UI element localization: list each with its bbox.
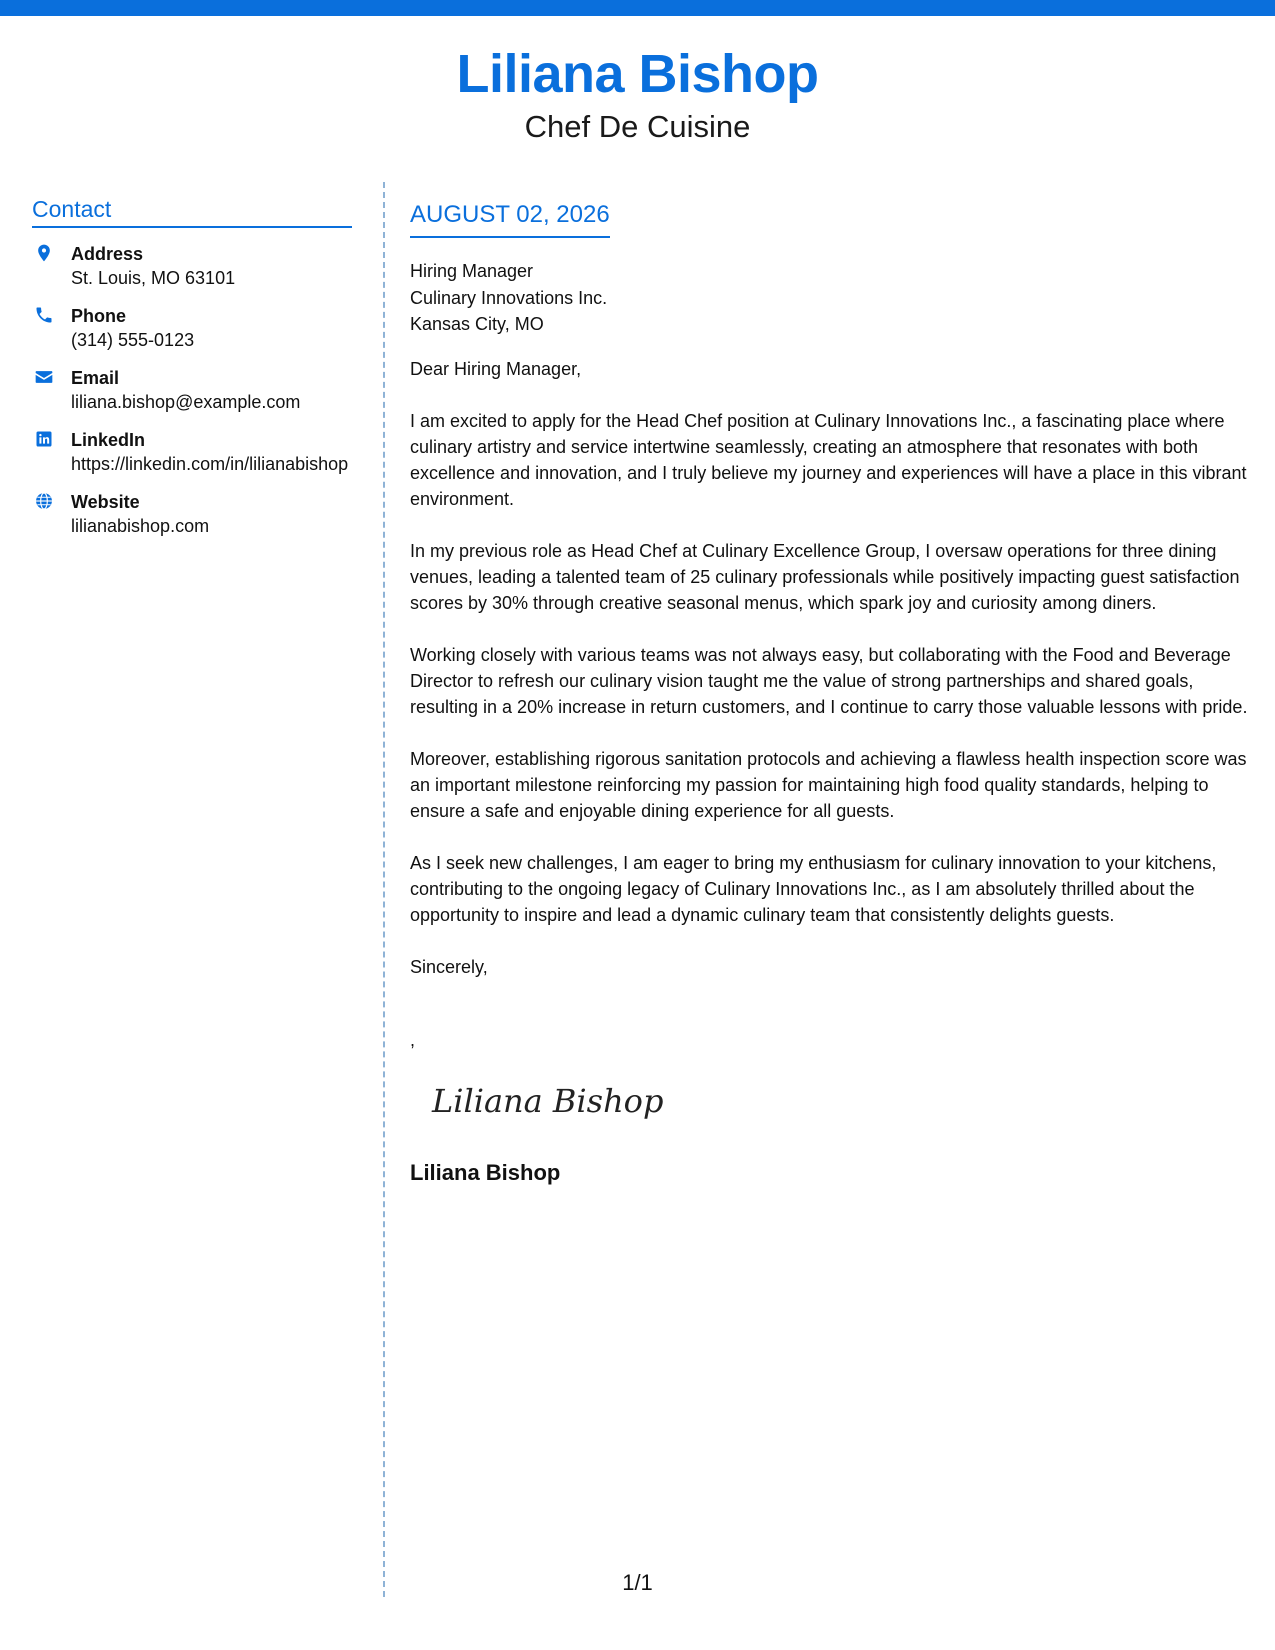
body-paragraph: In my previous role as Head Chef at Culinary Excellence Group, I oversaw operations for three dining venues, leading a talented team of 25 culinary professionals while positively impacting guest satisfaction scores by 30% through creative seasonal menus, which spark joy and curiosity among diners. [410,540,1240,613]
letter-header [0,42,1275,146]
svg-text:Liliana Bishop: Liliana Bishop [432,1081,664,1120]
applicant-name: Liliana Bishop [456,44,819,104]
top-accent-bar [0,0,1275,16]
phone-icon [34,305,54,325]
email-icon [34,367,54,387]
contact-heading: Contact [32,196,352,228]
body-paragraph: I am excited to apply for the Head Chef position at Culinary Innovations Inc., a fascinating place where culinary artistry and service intertwine seamlessly, creating an atmosphere that resonates with both excellence and innovation, and I truly believe my journey and experiences will have a place in this vibrant environment. [410,410,1247,509]
page-number: 1/1 [622,1570,653,1595]
map-pin-icon [34,243,54,263]
contact-item-address [32,242,352,290]
recipient-line: Culinary Innovations Inc. [410,287,608,308]
recipient-block [410,258,1255,338]
closing-comma: , [410,1029,416,1050]
letter-date: AUGUST 02, 2026 [410,200,610,238]
salutation: Dear Hiring Manager, [410,358,582,379]
contact-item-linkedin [32,428,352,476]
contact-value[interactable]: lilianabishop.com [71,516,210,536]
contact-item-phone [32,304,352,352]
letter-body [410,200,1255,1187]
handwritten-signature [428,1072,688,1132]
contact-value: St. Louis, MO 63101 [71,268,236,288]
applicant-title: Chef De Cuisine [524,109,751,144]
contact-value[interactable]: liliana.bishop@example.com [71,392,301,412]
contact-item-email [32,366,352,414]
contact-label: Email [71,368,120,388]
linkedin-icon [34,429,54,449]
body-paragraph: Moreover, establishing rigorous sanitation protocols and achieving a flawless health inspection score was an important milestone reinforcing my passion for maintaining high food quality standards, helping to ensure a safe and enjoyable dining experience for all guests. [410,748,1247,821]
globe-icon [34,491,54,511]
contact-value[interactable]: https://linkedin.com/in/lilianabishop [71,454,349,474]
contact-label: Phone [71,306,127,326]
signed-name: Liliana Bishop [410,1159,561,1185]
contact-item-website [32,490,352,538]
closing: Sincerely, [410,956,488,977]
contact-value: (314) 555-0123 [71,330,195,350]
contact-sidebar [32,196,352,538]
contact-label: Address [71,244,144,264]
body-paragraph: Working closely with various teams was not always easy, but collaborating with the Food and Beverage Director to refresh our culinary vision taught me the value of strong partnerships and shared goals, resulting in a 20% increase in return customers, and I continue to carry those valuable lessons with pride. [410,644,1248,717]
column-divider [383,182,385,1597]
contact-label: Website [71,492,140,512]
recipient-line: Kansas City, MO [410,314,544,334]
recipient-line: Hiring Manager [410,261,534,281]
contact-label: LinkedIn [71,430,146,450]
body-paragraph: As I seek new challenges, I am eager to bring my enthusiasm for culinary innovation to your kitchens, contributing to the ongoing legacy of Culinary Innovations Inc., as I am absolutely thrilled about the opportunity to inspire and lead a dynamic culinary team that consistently delights guests. [410,852,1217,925]
